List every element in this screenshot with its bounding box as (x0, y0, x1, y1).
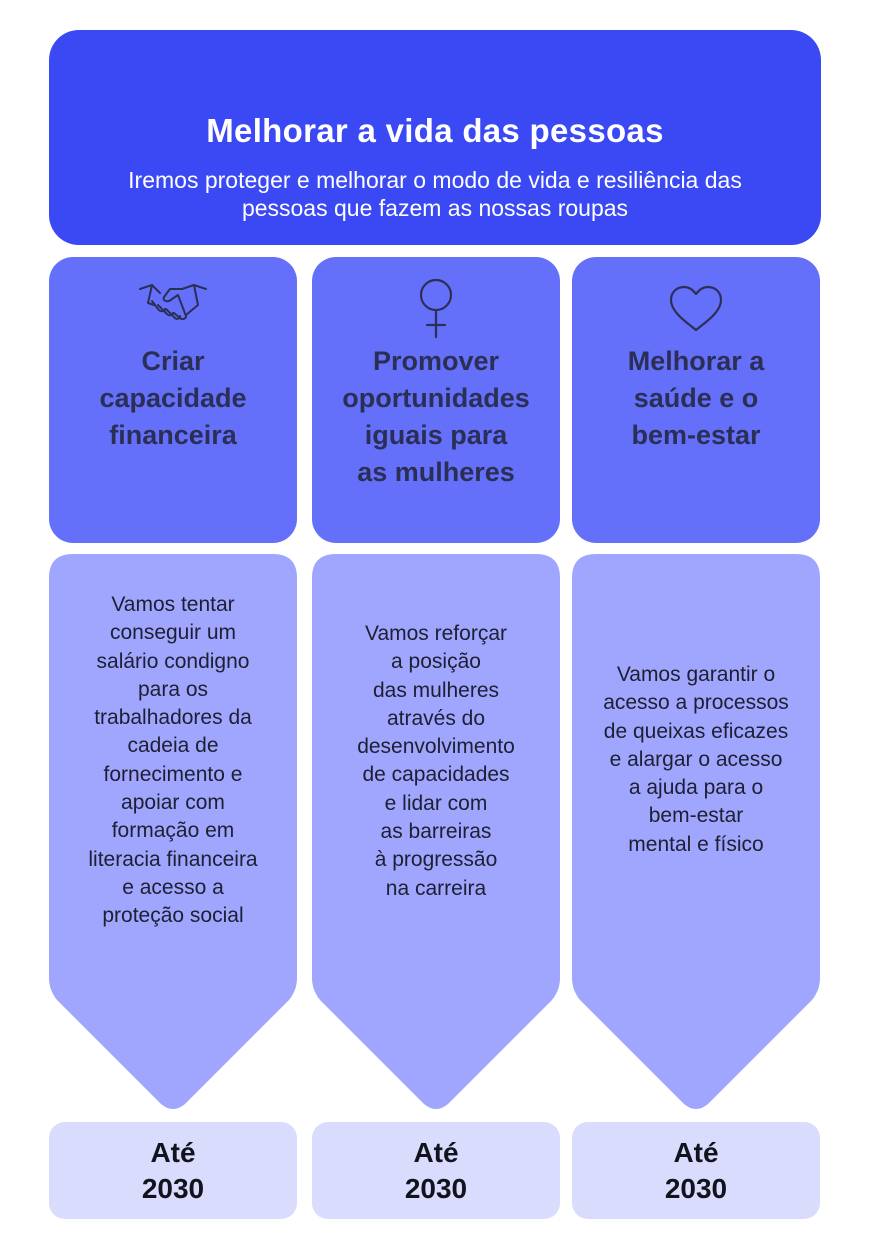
column-title (580, 343, 812, 454)
text-line: conseguir um (109, 621, 237, 645)
text-line: de queixas eficazes (603, 719, 789, 743)
text-line: através do (386, 706, 486, 730)
subtitle-line: pessoas que fazem as nossas roupas (241, 195, 629, 221)
arrow-text (326, 620, 546, 903)
text-line: as barreiras (380, 820, 492, 844)
column-title-line: iguais para (364, 420, 508, 450)
text-line: formação em (111, 819, 235, 843)
column-header-health (572, 257, 820, 543)
text-line: acesso a processos (603, 691, 789, 715)
female-symbol-icon (416, 277, 456, 339)
column-title-line: Criar (141, 346, 205, 376)
text-line: cadeia de (127, 734, 219, 758)
text-line: e alargar o acesso (609, 747, 783, 771)
year-label: Até (150, 1137, 196, 1168)
column-header-women (312, 257, 560, 543)
text-line: e lidar com (384, 791, 488, 815)
text-line: fornecimento e (103, 762, 243, 786)
heart-icon (668, 285, 724, 333)
text-line: salário condigno (96, 649, 250, 673)
text-line: a posição (391, 650, 481, 674)
text-line: Vamos reforçar (365, 622, 507, 645)
text-line: à progressão (374, 848, 498, 872)
target-year-box (49, 1122, 297, 1219)
text-line: mental e físico (628, 832, 764, 856)
text-line: a ajuda para o (628, 776, 764, 800)
target-year-box (572, 1122, 820, 1219)
column-title-line: Melhorar a (627, 346, 765, 376)
column-title-line: bem-estar (631, 420, 761, 450)
column-title-line: capacidade (99, 383, 247, 413)
column-title-line: saúde e o (633, 383, 759, 413)
column-title (320, 343, 552, 491)
text-line: na carreira (385, 876, 487, 900)
text-line: Vamos garantir o (616, 663, 776, 686)
arrow-text (63, 591, 283, 931)
page-title: Melhorar a vida das pessoas (206, 112, 664, 149)
arrow-panel-financial (49, 554, 297, 1114)
year-value: 2030 (664, 1173, 728, 1204)
text-line: e acesso a (122, 875, 224, 899)
column-header-financial (49, 257, 297, 543)
text-line: proteção social (102, 904, 244, 928)
column-title-line: as mulheres (357, 457, 515, 487)
year-value: 2030 (404, 1173, 468, 1204)
handshake-icon (138, 279, 208, 327)
year-label: Até (673, 1137, 719, 1168)
arrow-text (580, 661, 812, 859)
text-line: Vamos tentar (111, 593, 235, 616)
text-line: apoiar com (121, 791, 225, 815)
subtitle-line: Iremos proteger e melhorar o modo de vida e resiliência das (128, 167, 742, 193)
column-title-line: financeira (109, 420, 237, 450)
text-line: literacia financeira (88, 847, 258, 871)
text-line: das mulheres (372, 678, 500, 702)
page-subtitle (89, 166, 781, 222)
text-line: bem-estar (648, 804, 744, 828)
year-value: 2030 (141, 1173, 205, 1204)
year-label: Até (413, 1137, 459, 1168)
column-title (57, 343, 289, 454)
arrow-panel-women (312, 554, 560, 1114)
text-line: desenvolvimento (357, 735, 515, 759)
text-line: para os (137, 677, 209, 701)
header-banner (49, 30, 821, 245)
arrow-panel-health (572, 554, 820, 1114)
column-title-line: Promover (372, 346, 500, 376)
column-title-line: oportunidades (342, 383, 530, 413)
text-line: de capacidades (362, 763, 510, 787)
target-year-box (312, 1122, 560, 1219)
text-line: trabalhadores da (94, 706, 252, 730)
